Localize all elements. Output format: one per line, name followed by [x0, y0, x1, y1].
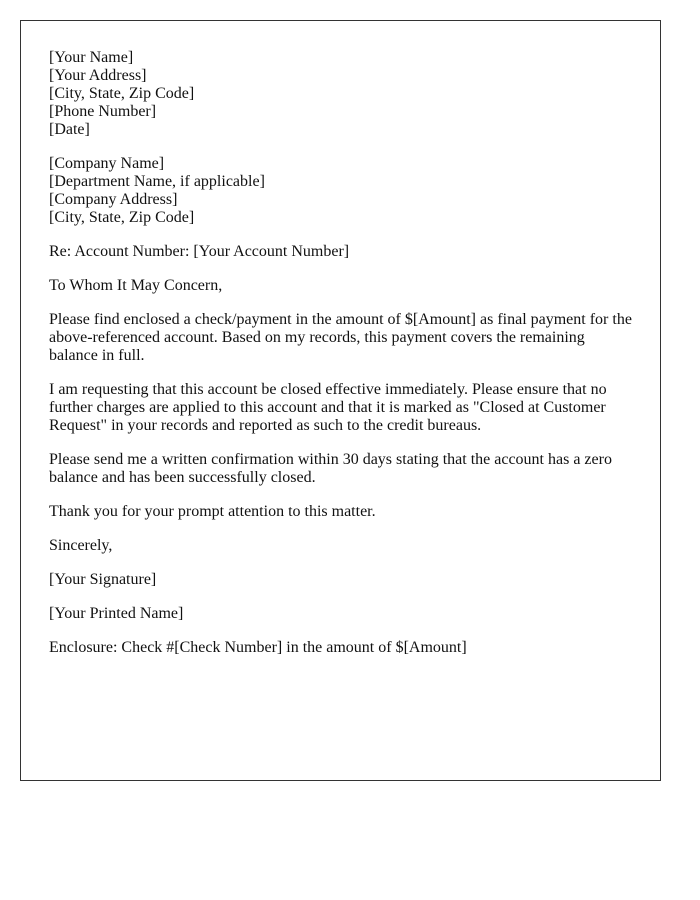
- body-paragraph: Please find enclosed a check/payment in the amount of $[Amount] as final payment for the above-referenced account. Based on my records, this payment covers the remaining balance in full.: [49, 311, 632, 364]
- closing: Sincerely,: [49, 537, 113, 554]
- department-name: [Department Name, if applicable]: [49, 173, 265, 190]
- sender-street: [Your Address]: [49, 67, 147, 84]
- letter: [20, 20, 661, 781]
- body-paragraph: Please send me a written confirmation within 30 days stating that the account has a zero balance and has been successfully closed.: [49, 451, 612, 486]
- enclosure: Enclosure: Check #[Check Number] in the amount of $[Amount]: [49, 639, 467, 656]
- sender-phone: [Phone Number]: [49, 103, 157, 120]
- signature: [Your Signature]: [49, 571, 157, 588]
- company-city: [City, State, Zip Code]: [49, 209, 195, 226]
- body-paragraph: Thank you for your prompt attention to this matter.: [49, 503, 376, 520]
- sender-name: [Your Name]: [49, 49, 134, 66]
- letter-date: [Date]: [49, 121, 90, 138]
- re-line: Re: Account Number: [Your Account Number]: [49, 243, 350, 260]
- body-paragraph: I am requesting that this account be closed effective immediately. Please ensure that no further charges are applied to this account and that it is marked as "Closed at Customer Request" in your records and reported as such to the credit bureaus.: [49, 381, 607, 434]
- recipient-address: [49, 155, 632, 227]
- sender-address: [49, 49, 632, 139]
- sender-city: [City, State, Zip Code]: [49, 85, 195, 102]
- company-address: [Company Address]: [49, 191, 178, 208]
- salutation: To Whom It May Concern,: [49, 277, 223, 294]
- printed-name: [Your Printed Name]: [49, 605, 184, 622]
- company-name: [Company Name]: [49, 155, 165, 172]
